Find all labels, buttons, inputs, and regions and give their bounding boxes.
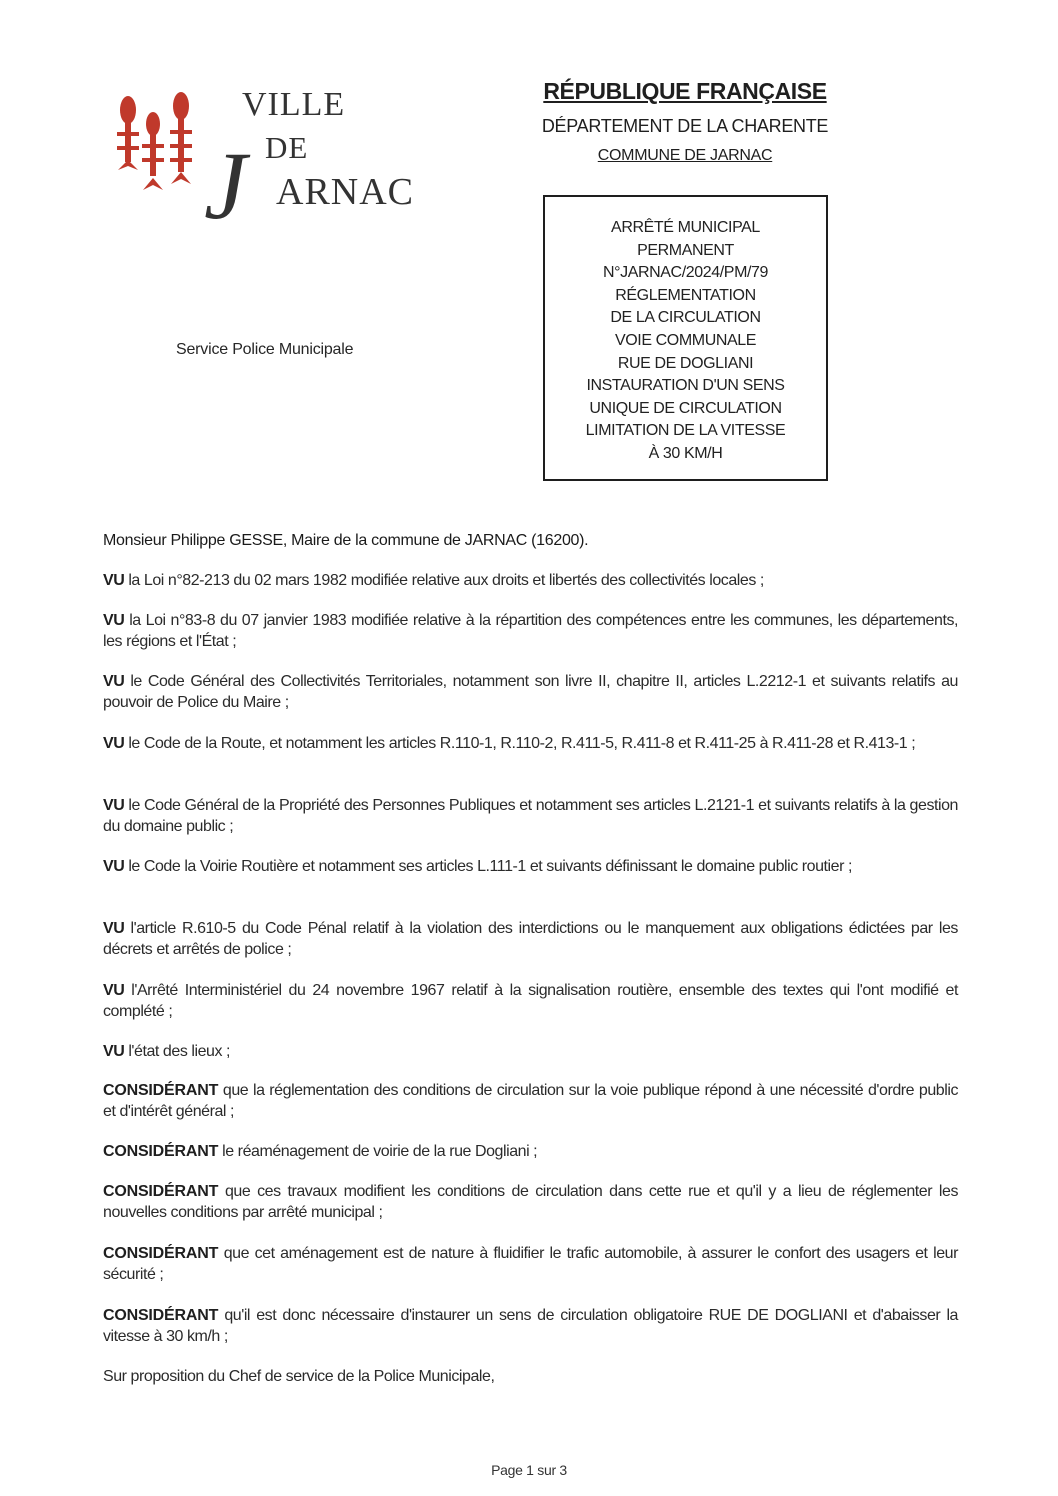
paragraph-keyword: VU [103, 572, 125, 589]
arrete-line: INSTAURATION D'UN SENS [586, 377, 785, 395]
logo-word-arnac: ARNAC [276, 171, 415, 213]
logo-letter-j: J [204, 132, 247, 239]
paragraph-text: le Code Général des Collectivités Territoriales, notamment son livre II, chapitre II, articles L.2212-1 et suivants relatifs au pouvoir de Police du Maire ; [103, 673, 958, 711]
ville-de-jarnac-logo [108, 86, 415, 239]
vu-paragraph [103, 856, 958, 877]
paragraph-text: la Loi n°83-8 du 07 janvier 1983 modifiée relative à la répartition des compétences entre les communes, les départements, les régions et l'État ; [103, 612, 958, 650]
paragraph-keyword: CONSIDÉRANT [103, 1143, 219, 1160]
arrete-line: À 30 KM/H [648, 444, 723, 462]
vu-paragraph [103, 795, 958, 837]
paragraph-keyword: VU [103, 797, 125, 814]
paragraph-keyword: VU [103, 612, 125, 629]
logo-word-de: DE [265, 130, 309, 165]
proposition-paragraph [103, 1366, 958, 1387]
paragraph-text: Sur proposition du Chef de service de la Police Municipale, [103, 1368, 495, 1385]
republique-heading: RÉPUBLIQUE FRANÇAISE [543, 78, 827, 104]
departement-heading: DÉPARTEMENT DE LA CHARENTE [541, 116, 829, 136]
vu-paragraph [103, 918, 958, 960]
arrete-line: RUE DE DOGLIANI [617, 354, 754, 372]
paragraph-keyword: CONSIDÉRANT [103, 1183, 219, 1200]
considerant-paragraph [103, 1141, 958, 1162]
vu-paragraph [103, 671, 958, 713]
arrete-line: N°JARNAC/2024/PM/79 [602, 264, 769, 282]
paragraph-keyword: VU [103, 982, 125, 999]
page-number: Page 1 sur 3 [491, 1462, 567, 1478]
arrete-line: VOIE COMMUNALE [614, 331, 757, 349]
paragraph-text: que cet aménagement est de nature à fluidifier le trafic automobile, à assurer le confort des usagers et leur sécurité ; [103, 1245, 958, 1283]
paragraph-keyword: CONSIDÉRANT [103, 1307, 219, 1324]
paragraph-text: que la réglementation des conditions de circulation sur la voie publique répond à une nécessité d'ordre public et d'intérêt général ; [103, 1082, 958, 1120]
considerant-paragraph [103, 1080, 958, 1122]
paragraph-keyword: VU [103, 673, 125, 690]
arrete-line: UNIQUE DE CIRCULATION [589, 399, 782, 417]
arrete-line: LIMITATION DE LA VITESSE [585, 422, 786, 440]
fish-emblem-icon [108, 86, 208, 216]
paragraph-text: qu'il est donc nécessaire d'instaurer un sens de circulation obligatoire RUE DE DOGLIANI et d'abaisser la vitesse à 30 km/h ; [103, 1307, 958, 1345]
arrete-line: ARRÊTÉ MUNICIPAL [611, 219, 760, 236]
considerant-paragraph [103, 1243, 958, 1285]
logo-word-ville: VILLE [242, 86, 346, 123]
paragraph-keyword: VU [103, 920, 125, 937]
considerant-paragraph [103, 1181, 958, 1223]
commune-heading: COMMUNE DE JARNAC [597, 147, 773, 164]
paragraph-text: le réaménagement de voirie de la rue Dogliani ; [218, 1143, 538, 1160]
mayor-intro: Monsieur Philippe GESSE, Maire de la commune de JARNAC (16200). [103, 532, 589, 549]
arrete-title-box [543, 195, 828, 481]
arrete-line: PERMANENT [637, 241, 734, 259]
paragraph-text: l'article R.610-5 du Code Pénal relatif à la violation des interdictions ou le manquement aux obligations édictées par les décrets et arrêtés de police ; [103, 920, 958, 958]
arrete-line: DE LA CIRCULATION [610, 309, 761, 327]
paragraph-keyword: VU [103, 1043, 125, 1060]
arrete-line: RÉGLEMENTATION [615, 286, 756, 304]
paragraph-text: le Code de la Route, et notamment les articles R.110-1, R.110-2, R.411-5, R.411-8 et R.411-25 à R.411-28 et R.413-1 ; [124, 735, 916, 752]
paragraph-keyword: CONSIDÉRANT [103, 1245, 219, 1262]
paragraph-text: le Code la Voirie Routière et notamment ses articles L.111-1 et suivants définissant le domaine public routier ; [124, 858, 852, 875]
considerant-paragraph [103, 1305, 958, 1347]
paragraph-keyword: VU [103, 735, 125, 752]
service-label: Service Police Municipale [176, 341, 354, 358]
paragraph-text: le Code Général de la Propriété des Personnes Publiques et notamment ses articles L.2121-1 et suivants relatifs à la gestion du domaine public ; [103, 797, 958, 835]
vu-paragraph [103, 610, 958, 652]
paragraph-text: la Loi n°82-213 du 02 mars 1982 modifiée relative aux droits et libertés des collectivités locales ; [124, 572, 764, 589]
paragraph-keyword: VU [103, 858, 125, 875]
paragraph-text: que ces travaux modifient les conditions de circulation dans cette rue et qu'il y a lieu de réglementer les nouvelles conditions par arrêté municipal ; [103, 1183, 958, 1221]
vu-paragraph [103, 1041, 958, 1062]
vu-paragraph [103, 733, 958, 754]
paragraph-text: l'état des lieux ; [124, 1043, 231, 1060]
vu-paragraph [103, 570, 958, 591]
paragraph-keyword: CONSIDÉRANT [103, 1082, 219, 1099]
vu-paragraph [103, 980, 958, 1022]
paragraph-text: l'Arrêté Interministériel du 24 novembre 1967 relatif à la signalisation routière, ensemble des textes qui l'ont modifié et complété ; [103, 982, 958, 1020]
